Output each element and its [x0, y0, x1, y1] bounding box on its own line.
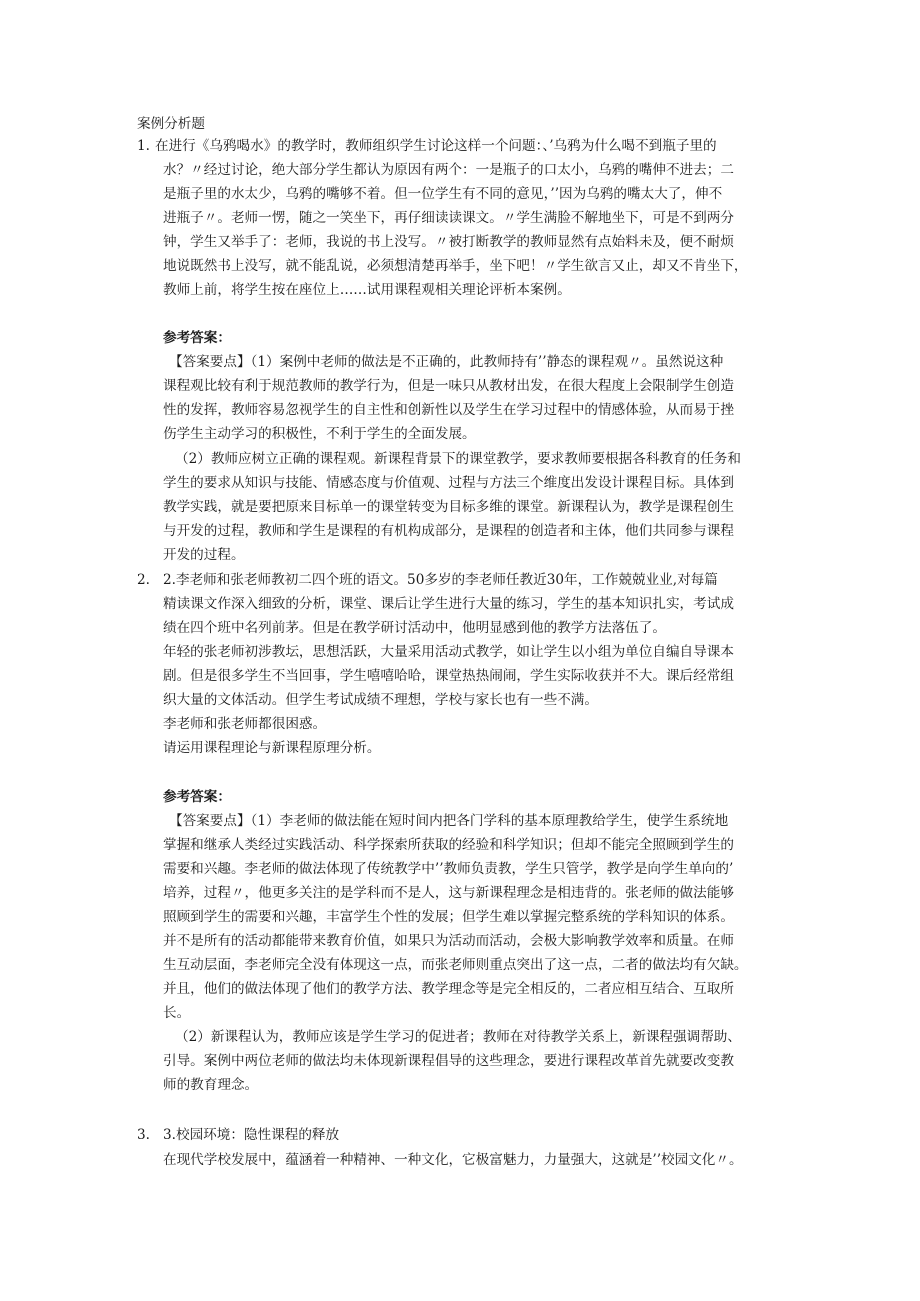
question-1-line: 教师上前，将学生按在座位上……试用课程观相关理论评析本案例。 [163, 282, 571, 298]
answer-line: 需要和兴趣。李老师的做法体现了传统教学中’’教师负责教，学生只管学，教学是向学生单向的’ [163, 861, 734, 877]
question-2-line: 李老师和张老师都很困惑。 [163, 716, 327, 732]
answer-line: 课程观比较有利于规范教师的教学行为，但是一味只从教材出发，在很大程度上会限制学生创造 [163, 378, 734, 394]
answer-line: 师的教育理念。 [163, 1077, 259, 1093]
question-1-line: 进瓶子〃。老师一愣，随之一笑坐下，再仔细读读课文。〃学生满脸不解地坐下，可是不到两分 [163, 210, 734, 226]
answer-line: 照顾到学生的需要和兴趣，丰富学生个性的发展；但学生难以掌握完整系统的学科知识的体系。 [163, 909, 734, 925]
answer-line: 【答案要点】（1）李老师的做法能在短时间内把各门学科的基本原理教给学生，使学生系统地 [169, 813, 729, 829]
answer-line: 教学实践，就是要把原来目标单一的课堂转变为目标多维的课堂。新课程认为，教学是课程创生 [163, 499, 734, 515]
answer-line: 性的发挥，教师容易忽视学生的自主性和创新性以及学生在学习过程中的情感体验，从而易于挫 [163, 402, 734, 418]
answer-line: （2）教师应树立正确的课程观。新课程背景下的课堂教学，要求教师要根据各科教育的任务和 [175, 451, 741, 467]
answer-line: 长。 [163, 1005, 191, 1021]
answer-line: 伤学生主动学习的积极性，不利于学生的全面发展。 [163, 426, 476, 442]
question-2-line: 2.李老师和张老师教初二四个班的语文。50多岁的李老师任教近30年，工作兢兢业业,对每篇 [163, 572, 718, 588]
question-1-line: 在进行《乌鸦喝水》的教学时，教师组织学生讨论这样一个问题：、’乌鸦为什么喝不到瓶子里的 [155, 138, 717, 154]
answer-line: 并且，他们的做法体现了他们的教学方法、教学理念等是完全相反的，二者应相互结合、互取所 [163, 981, 734, 997]
question-1-line: 地说既然书上没写，就不能乱说，必须想清楚再举手，坐下吧！〃学生欲言又止，却又不肯坐下， [163, 258, 748, 274]
question-1-line: 是瓶子里的水太少，乌鸦的嘴够不着。但一位学生有不同的意见，’’因为乌鸦的嘴太大了，伸不 [163, 186, 723, 202]
question-2-line: 年轻的张老师初涉教坛，思想活跃，大量采用活动式教学，如让学生以小组为单位自编自导课本 [163, 644, 734, 660]
answer-line: 掌握和继承人类经过实践活动、科学探索所获取的经验和科学知识；但却不能完全照顾到学生的 [163, 837, 734, 853]
question-2-line: 剧。但是很多学生不当回事，学生嘻嘻哈哈，课堂热热闹闹，学生实际收获并不大。课后经常组 [163, 668, 734, 684]
answer-line: 与开发的过程，教师和学生是课程的有机构成部分，是课程的创造者和主体，他们共同参与课程 [163, 523, 734, 539]
question-3-title: 3.校园环境：隐性课程的释放 [163, 1127, 340, 1143]
answer-line: 培养，过程〃，他更多关注的是学科而不是人，这与新课程理念是相违背的。张老师的做法能够 [163, 885, 734, 901]
answer-line: 引导。案例中两位老师的做法均未体现新课程倡导的这些理念，要进行课程改革首先就要改变教 [163, 1053, 734, 1069]
question-3-number: 3. [137, 1127, 150, 1143]
question-1-line: 钟，学生又举手了：老师，我说的书上没写。〃被打断教学的教师显然有点始料未及，便不耐烦 [163, 234, 734, 250]
question-2-line: 绩在四个班中名列前茅。但是在教学研讨活动中，他明显感到他的教学方法落伍了。 [163, 620, 666, 636]
answer-line: （2）新课程认为，教师应该是学生学习的促进者；教师在对待教学关系上，新课程强调帮助、 [175, 1029, 741, 1045]
question-3-line: 在现代学校发展中，蕴涵着一种精神、一种文化，它极富魅力，力量强大，这就是’’校园文化〃。 [163, 1152, 743, 1168]
question-2-line: 织大量的文体活动。但学生考试成绩不理想，学校与家长也有一些不满。 [163, 692, 598, 708]
question-1-line: 水？〃经过讨论，绝大部分学生都认为原因有两个：一是瓶子的口太小，乌鸦的嘴伸不进去；二 [163, 162, 734, 178]
question-1-number: 1. [137, 138, 150, 154]
answer-label: 参考答案： [163, 330, 231, 346]
answer-line: 并不是所有的活动都能带来教育价值，如果只为活动而活动，会极大影响教学效率和质量。在师 [163, 933, 734, 949]
answer-label: 参考答案： [163, 789, 231, 805]
question-2-line: 精读课文作深入细致的分析，课堂、课后让学生进行大量的练习，学生的基本知识扎实，考试成 [163, 596, 734, 612]
answer-line: 学生的要求从知识与技能、情感态度与价值观、过程与方法三个维度出发设计课程目标。具体到 [163, 475, 734, 491]
section-heading: 案例分析题 [137, 116, 205, 132]
answer-line: 开发的过程。 [163, 547, 245, 563]
answer-line: 生互动层面，李老师完全没有体现这一点，而张老师则重点突出了这一点，二者的做法均有欠缺。 [163, 957, 748, 973]
answer-line: 【答案要点】（1）案例中老师的做法是不正确的，此教师持有’’静态的课程观〃。虽然说这种 [169, 354, 724, 370]
question-2-line: 请运用课程理论与新课程原理分析。 [163, 740, 381, 756]
question-2-number: 2. [137, 572, 150, 588]
